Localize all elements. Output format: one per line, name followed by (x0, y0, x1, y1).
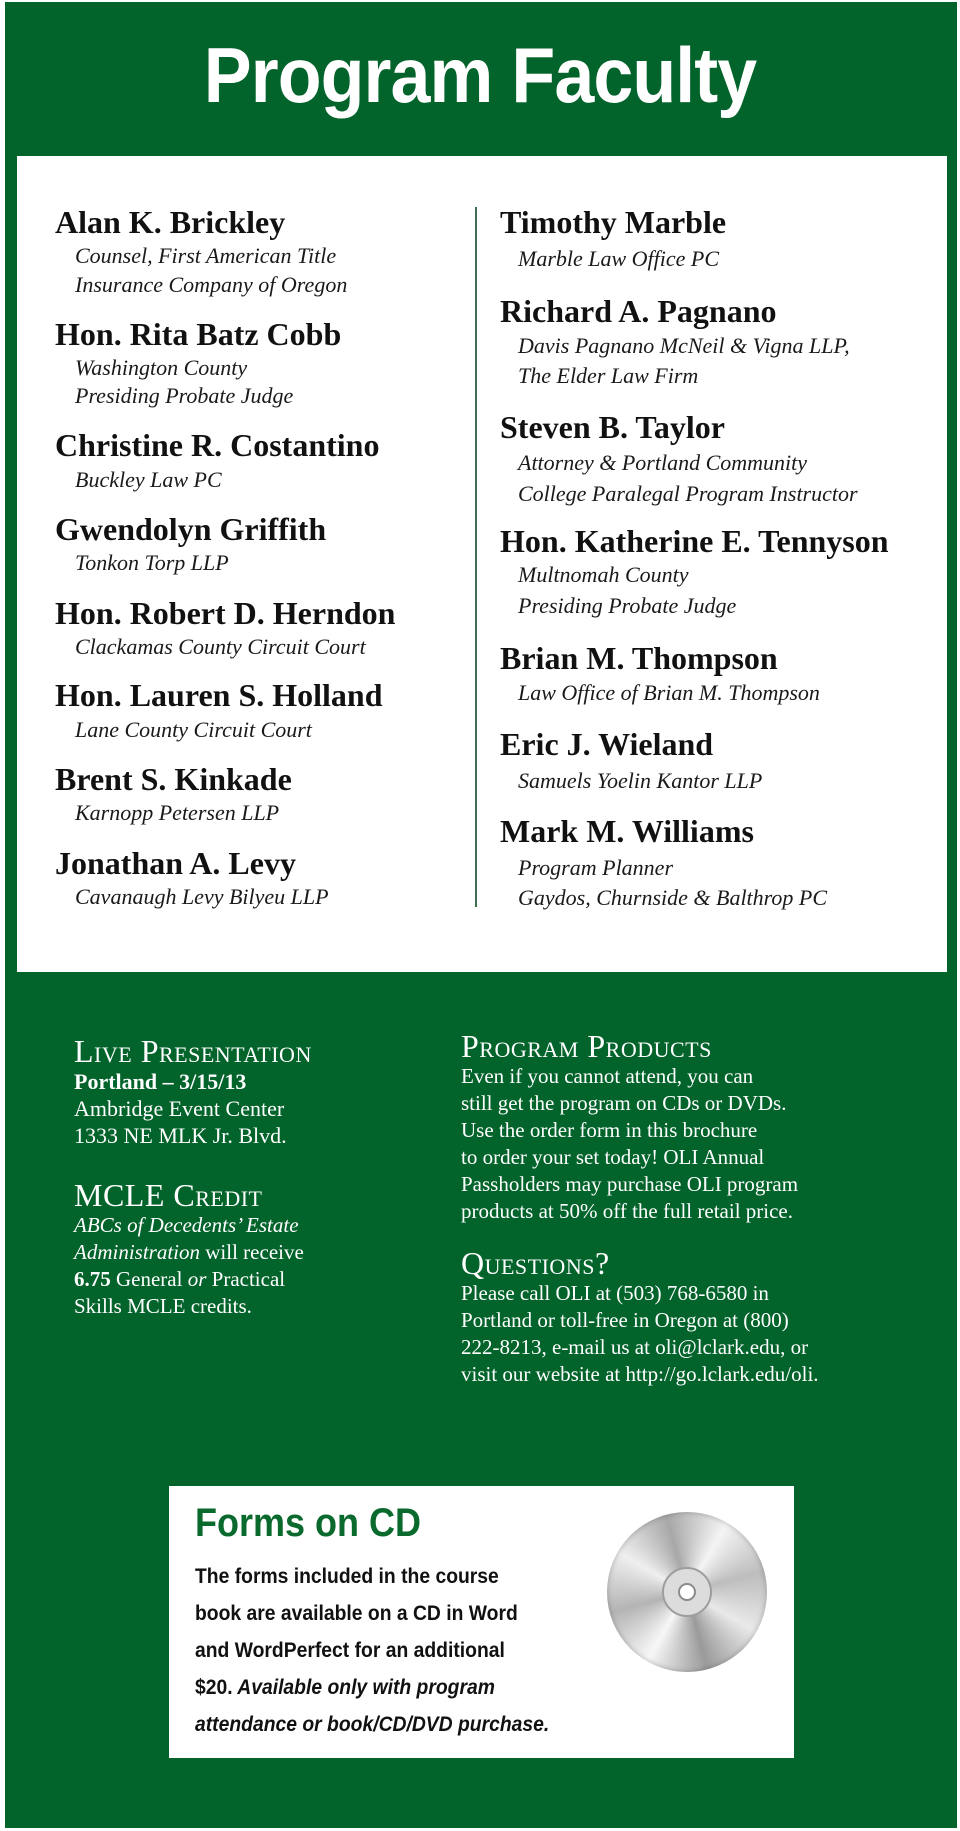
faculty-name: Richard A. Pagnano (500, 293, 777, 329)
faculty-affiliation: Law Office of Brian M. Thompson (518, 680, 820, 705)
mcle-or: or (187, 1267, 207, 1291)
faculty-affiliation: Cavanaugh Levy Bilyeu LLP (75, 884, 329, 909)
faculty-affiliation: Tonkon Torp LLP (75, 550, 229, 575)
faculty-name: Christine R. Costantino (55, 427, 380, 463)
forms-note: Available only with program (232, 1676, 495, 1699)
faculty-name: Hon. Katherine E. Tennyson (500, 523, 889, 559)
faculty-name: Brian M. Thompson (500, 640, 778, 676)
mcle-text: will receive (200, 1240, 304, 1264)
faculty-name: Gwendolyn Griffith (55, 511, 327, 547)
questions-line: Portland or toll-free in Oregon at (800) (461, 1308, 789, 1332)
products-line: to order your set today! OLI Annual (461, 1145, 765, 1169)
faculty-name: Jonathan A. Levy (55, 845, 296, 881)
forms-line: and WordPerfect for an additional (195, 1639, 505, 1662)
cd-hole-icon (678, 1583, 696, 1601)
faculty-affiliation: Attorney & Portland Community (518, 450, 808, 475)
products-line: still get the program on CDs or DVDs. (461, 1091, 787, 1115)
mcle-line (74, 1266, 304, 1293)
course-title-line: ABCs of Decedents’ Estate (74, 1213, 299, 1237)
program-products-section (461, 1029, 798, 1225)
faculty-name: Steven B. Taylor (500, 409, 725, 445)
faculty-affiliation: Gaydos, Churnside & Balthrop PC (518, 885, 828, 910)
questions-line: Please call OLI at (503) 768-6580 in (461, 1281, 769, 1305)
faculty-affiliation: College Paralegal Program Instructor (518, 481, 858, 506)
mcle-credit-heading: MCLE Credit (74, 1177, 263, 1213)
faculty-name: Eric J. Wieland (500, 726, 714, 762)
products-line: Use the order form in this brochure (461, 1118, 758, 1142)
program-products-heading: Program Products (461, 1028, 712, 1064)
forms-line: book are available on a CD in Word (195, 1602, 518, 1625)
forms-line: The forms included in the course (195, 1565, 499, 1588)
faculty-affiliation: Marble Law Office PC (518, 246, 720, 271)
cd-hub-icon (662, 1567, 712, 1617)
faculty-affiliation: Program Planner (518, 855, 674, 880)
faculty-name: Hon. Robert D. Herndon (55, 595, 396, 631)
live-presentation-heading: Live Presentation (74, 1033, 312, 1069)
faculty-affiliation: Multnomah County (518, 562, 689, 587)
faculty-affiliation: The Elder Law Firm (518, 363, 699, 388)
course-title-cont: Administration (74, 1240, 201, 1264)
mcle-credit-section (74, 1178, 304, 1320)
cd-disc-icon (607, 1512, 767, 1672)
forms-price: $20. (195, 1676, 233, 1699)
presentation-date: Portland – 3/15/13 (74, 1069, 247, 1094)
faculty-name: Hon. Lauren S. Holland (55, 677, 383, 713)
forms-line (195, 1669, 581, 1706)
products-line: products at 50% off the full retail price. (461, 1199, 794, 1223)
faculty-list (17, 156, 947, 972)
faculty-name: Brent S. Kinkade (55, 761, 292, 797)
questions-heading: Questions? (461, 1245, 610, 1281)
credit-count: 6.75 (74, 1267, 111, 1291)
faculty-affiliation: Presiding Probate Judge (518, 593, 737, 618)
faculty-affiliation: Clackamas County Circuit Court (75, 634, 366, 659)
faculty-name: Mark M. Williams (500, 813, 754, 849)
products-line: Even if you cannot attend, you can (461, 1064, 754, 1088)
faculty-affiliation: Lane County Circuit Court (75, 717, 312, 742)
forms-on-cd-heading: Forms on CD (195, 1501, 422, 1545)
mcle-text: Skills MCLE credits. (74, 1294, 252, 1318)
mcle-line (74, 1239, 304, 1266)
presentation-venue: Ambridge Event Center (74, 1096, 285, 1121)
live-presentation-section (74, 1034, 312, 1149)
faculty-affiliation: Karnopp Petersen LLP (75, 800, 280, 825)
forms-on-cd-text (195, 1558, 581, 1743)
mcle-text: Practical (206, 1267, 286, 1291)
faculty-affiliation: Insurance Company of Oregon (75, 272, 348, 297)
faculty-affiliation: Davis Pagnano McNeil & Vigna LLP, (518, 333, 850, 358)
faculty-name: Alan K. Brickley (55, 204, 286, 240)
faculty-name: Hon. Rita Batz Cobb (55, 316, 342, 352)
faculty-affiliation: Presiding Probate Judge (75, 383, 294, 408)
faculty-affiliation: Buckley Law PC (75, 467, 222, 492)
column-divider (475, 207, 477, 907)
forms-on-cd-box (169, 1486, 794, 1758)
questions-line: visit our website at http://go.lclark.edu/oli. (461, 1362, 819, 1386)
questions-line: 222-8213, e-mail us at oli@lclark.edu, or (461, 1335, 809, 1359)
forms-note: attendance or book/CD/DVD purchase. (195, 1713, 550, 1736)
faculty-name: Timothy Marble (500, 204, 727, 240)
products-line: Passholders may purchase OLI program (461, 1172, 799, 1196)
faculty-affiliation: Washington County (75, 355, 248, 380)
faculty-affiliation: Counsel, First American Title (75, 243, 337, 268)
faculty-affiliation: Samuels Yoelin Kantor LLP (518, 768, 763, 793)
presentation-address: 1333 NE MLK Jr. Blvd. (74, 1123, 287, 1148)
mcle-text: General (110, 1267, 188, 1291)
page-title: Program Faculty (203, 31, 757, 119)
questions-section (461, 1246, 819, 1388)
